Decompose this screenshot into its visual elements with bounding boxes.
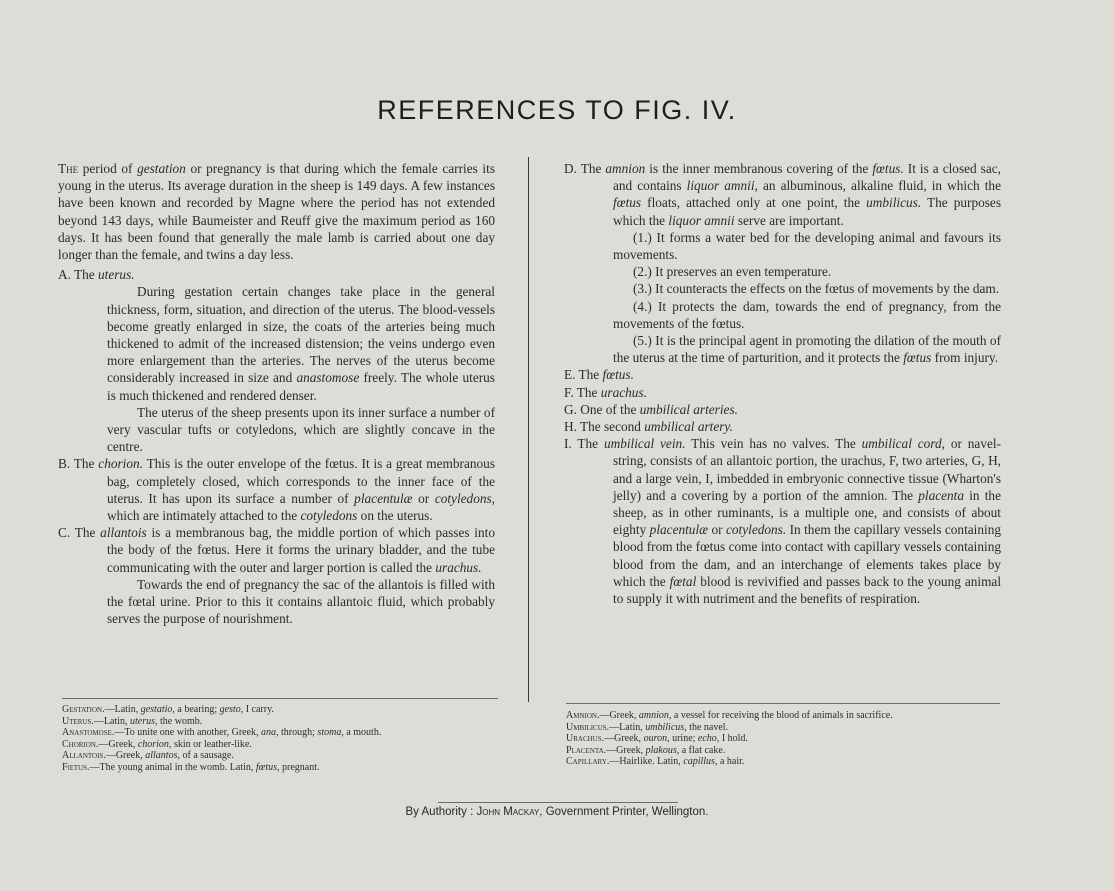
amnion-purpose-1: (1.) It forms a water bed for the developing animal and favours its movements. xyxy=(613,229,1001,263)
section-c-paragraph-2: Towards the end of pregnancy the sac of the allantois is filled with the fœtal urine. Prior to this it contains allantoic fluid, which probably serves the purpose of nourishment. xyxy=(107,576,495,627)
amnion-purpose-4: (4.) It protects the dam, towards the end of pregnancy, from the movements of the fœtus. xyxy=(613,298,1001,331)
footnote-amnion: Amnion.—Greek, amnion, a vessel for receiving the blood of animals in sacrifice. xyxy=(566,710,893,721)
footnote-umbilicus: Umbilicus.—Latin, umbilicus, the navel. xyxy=(566,721,729,733)
footnote-chorion: Chorion.—Greek, chorion, skin or leather-like. xyxy=(62,738,252,750)
footnote-capillary: Capillary.—Hairlike. Latin, capillus, a hair. xyxy=(566,756,745,768)
amnion-purpose-2: (2.) It preserves an even temperature. xyxy=(633,264,832,280)
section-e-heading: E. The fœtus. xyxy=(564,367,634,383)
amnion-purpose-3: (3.) It counteracts the effects on the fœtus of movements by the dam. xyxy=(633,281,1000,297)
section-g-heading: G. One of the umbilical arteries. xyxy=(564,401,738,417)
footnote-urachus: Urachus.—Greek, ouron, urine; echo, I hold. xyxy=(566,733,748,745)
section-d-paragraph: D. The amnion is the inner membranous covering of the fœtus. It is a closed sac, and contains liquor amnii, an albuminous, alkaline fluid, in which the fœtus floats, attached only at one point, the umbilicus. The purposes which the liquor amnii serve are important. xyxy=(564,161,1001,228)
right-column xyxy=(564,160,1001,607)
left-column xyxy=(58,160,495,627)
footnote-foetus: Fœtus.—The young animal in the womb. Latin, fœtus, pregnant. xyxy=(62,761,320,773)
section-h-heading: H. The second umbilical artery. xyxy=(564,419,733,435)
footnotes-right xyxy=(566,710,1006,768)
section-a-paragraph-2: The uterus of the sheep presents upon its inner surface a number of very vascular tufts or cotyledons, which are slightly concave in the centre. xyxy=(107,404,495,455)
section-i-paragraph: I. The umbilical vein. This vein has no valves. The umbilical cord, or navel-string, consists of an allantoic portion, the urachus, F, two arteries, G, H, and a large vein, I, imbedded in embryonic connective tissue (Wharton's jelly) and a covering by a portion of the amnion. The placenta in the sheep, as in other ruminants, is a multiple one, and consists of about eighty placentulæ or cotyledons. In them the capillary vessels containing blood from the fœtus come into contact with capillary vessels containing blood from the dam, and an interchange of elements takes place by which the fœtal blood is revivified and passes back to the young animal to supply it with nutriment and the benefits of respiration. xyxy=(564,436,1002,607)
footnote-rule-left xyxy=(62,698,498,699)
footer-rule xyxy=(438,802,678,803)
section-a-heading: A. The uterus. xyxy=(58,267,135,283)
footnotes-left xyxy=(62,704,502,774)
footnote-rule-right xyxy=(566,703,1000,704)
intro-paragraph: The period of gestation or pregnancy is that during which the female carries its young in the uterus. Its average duration in the sheep is 149 days. A few instances have been known and recorded by Magne where the period has not extended beyond 143 days, while Baumeister and Reuff give the maximum period as 160 days. It has been found that generally the male lamb is carried about one day longer than the female, and twins a day less. xyxy=(58,161,495,263)
section-c-paragraph: C. The allantois is a membranous bag, the middle portion of which passes into the body of the fœtus. Here it forms the urinary bladder, and the tube communicating with the outer and larger portion is called the urachus. xyxy=(58,525,495,575)
column-divider xyxy=(528,157,529,702)
footnote-gestation: Gestation.—Latin, gestatio, a bearing; gesto, I carry. xyxy=(62,704,274,715)
section-a-paragraph-1: During gestation certain changes take place in the general thickness, form, situation, and direction of the uterus. The blood-vessels become greatly enlarged in size, the coats of the arteries being much thickened to admit of the increased distension; the veins undergo even more enlargement than the arteries. The nerves of the uterus become considerably increased in size and anastomose freely. The whole uterus is much thickened and rendered denser. xyxy=(107,284,495,403)
printer-imprint: By Authority : John Mackay, Government Printer, Wellington. xyxy=(405,806,709,818)
footnote-anastomose: Anastomose.—To unite one with another, Greek, ana, through; stoma, a mouth. xyxy=(62,727,382,739)
footnote-placenta: Placenta.—Greek, plakous, a flat cake. xyxy=(566,744,726,756)
section-f-heading: F. The urachus. xyxy=(564,384,647,400)
page-title: REFERENCES TO FIG. IV. xyxy=(377,95,737,125)
section-b-paragraph: B. The chorion. This is the outer envelope of the fœtus. It is a great membranous bag, completely closed, which corresponds to the inner face of the uterus. It has upon its surface a number of placentulæ or cotyledons, which are intimately attached to the cotyledons on the uterus. xyxy=(58,456,495,524)
footnote-allantois: Allantois.—Greek, allantos, of a sausage. xyxy=(62,750,234,762)
footnote-uterus: Uterus.—Latin, uterus, the womb. xyxy=(62,715,203,727)
amnion-purpose-5: (5.) It is the principal agent in promoting the dilation of the mouth of the uterus at the time of parturition, and it protects the fœtus from injury. xyxy=(613,333,1001,366)
